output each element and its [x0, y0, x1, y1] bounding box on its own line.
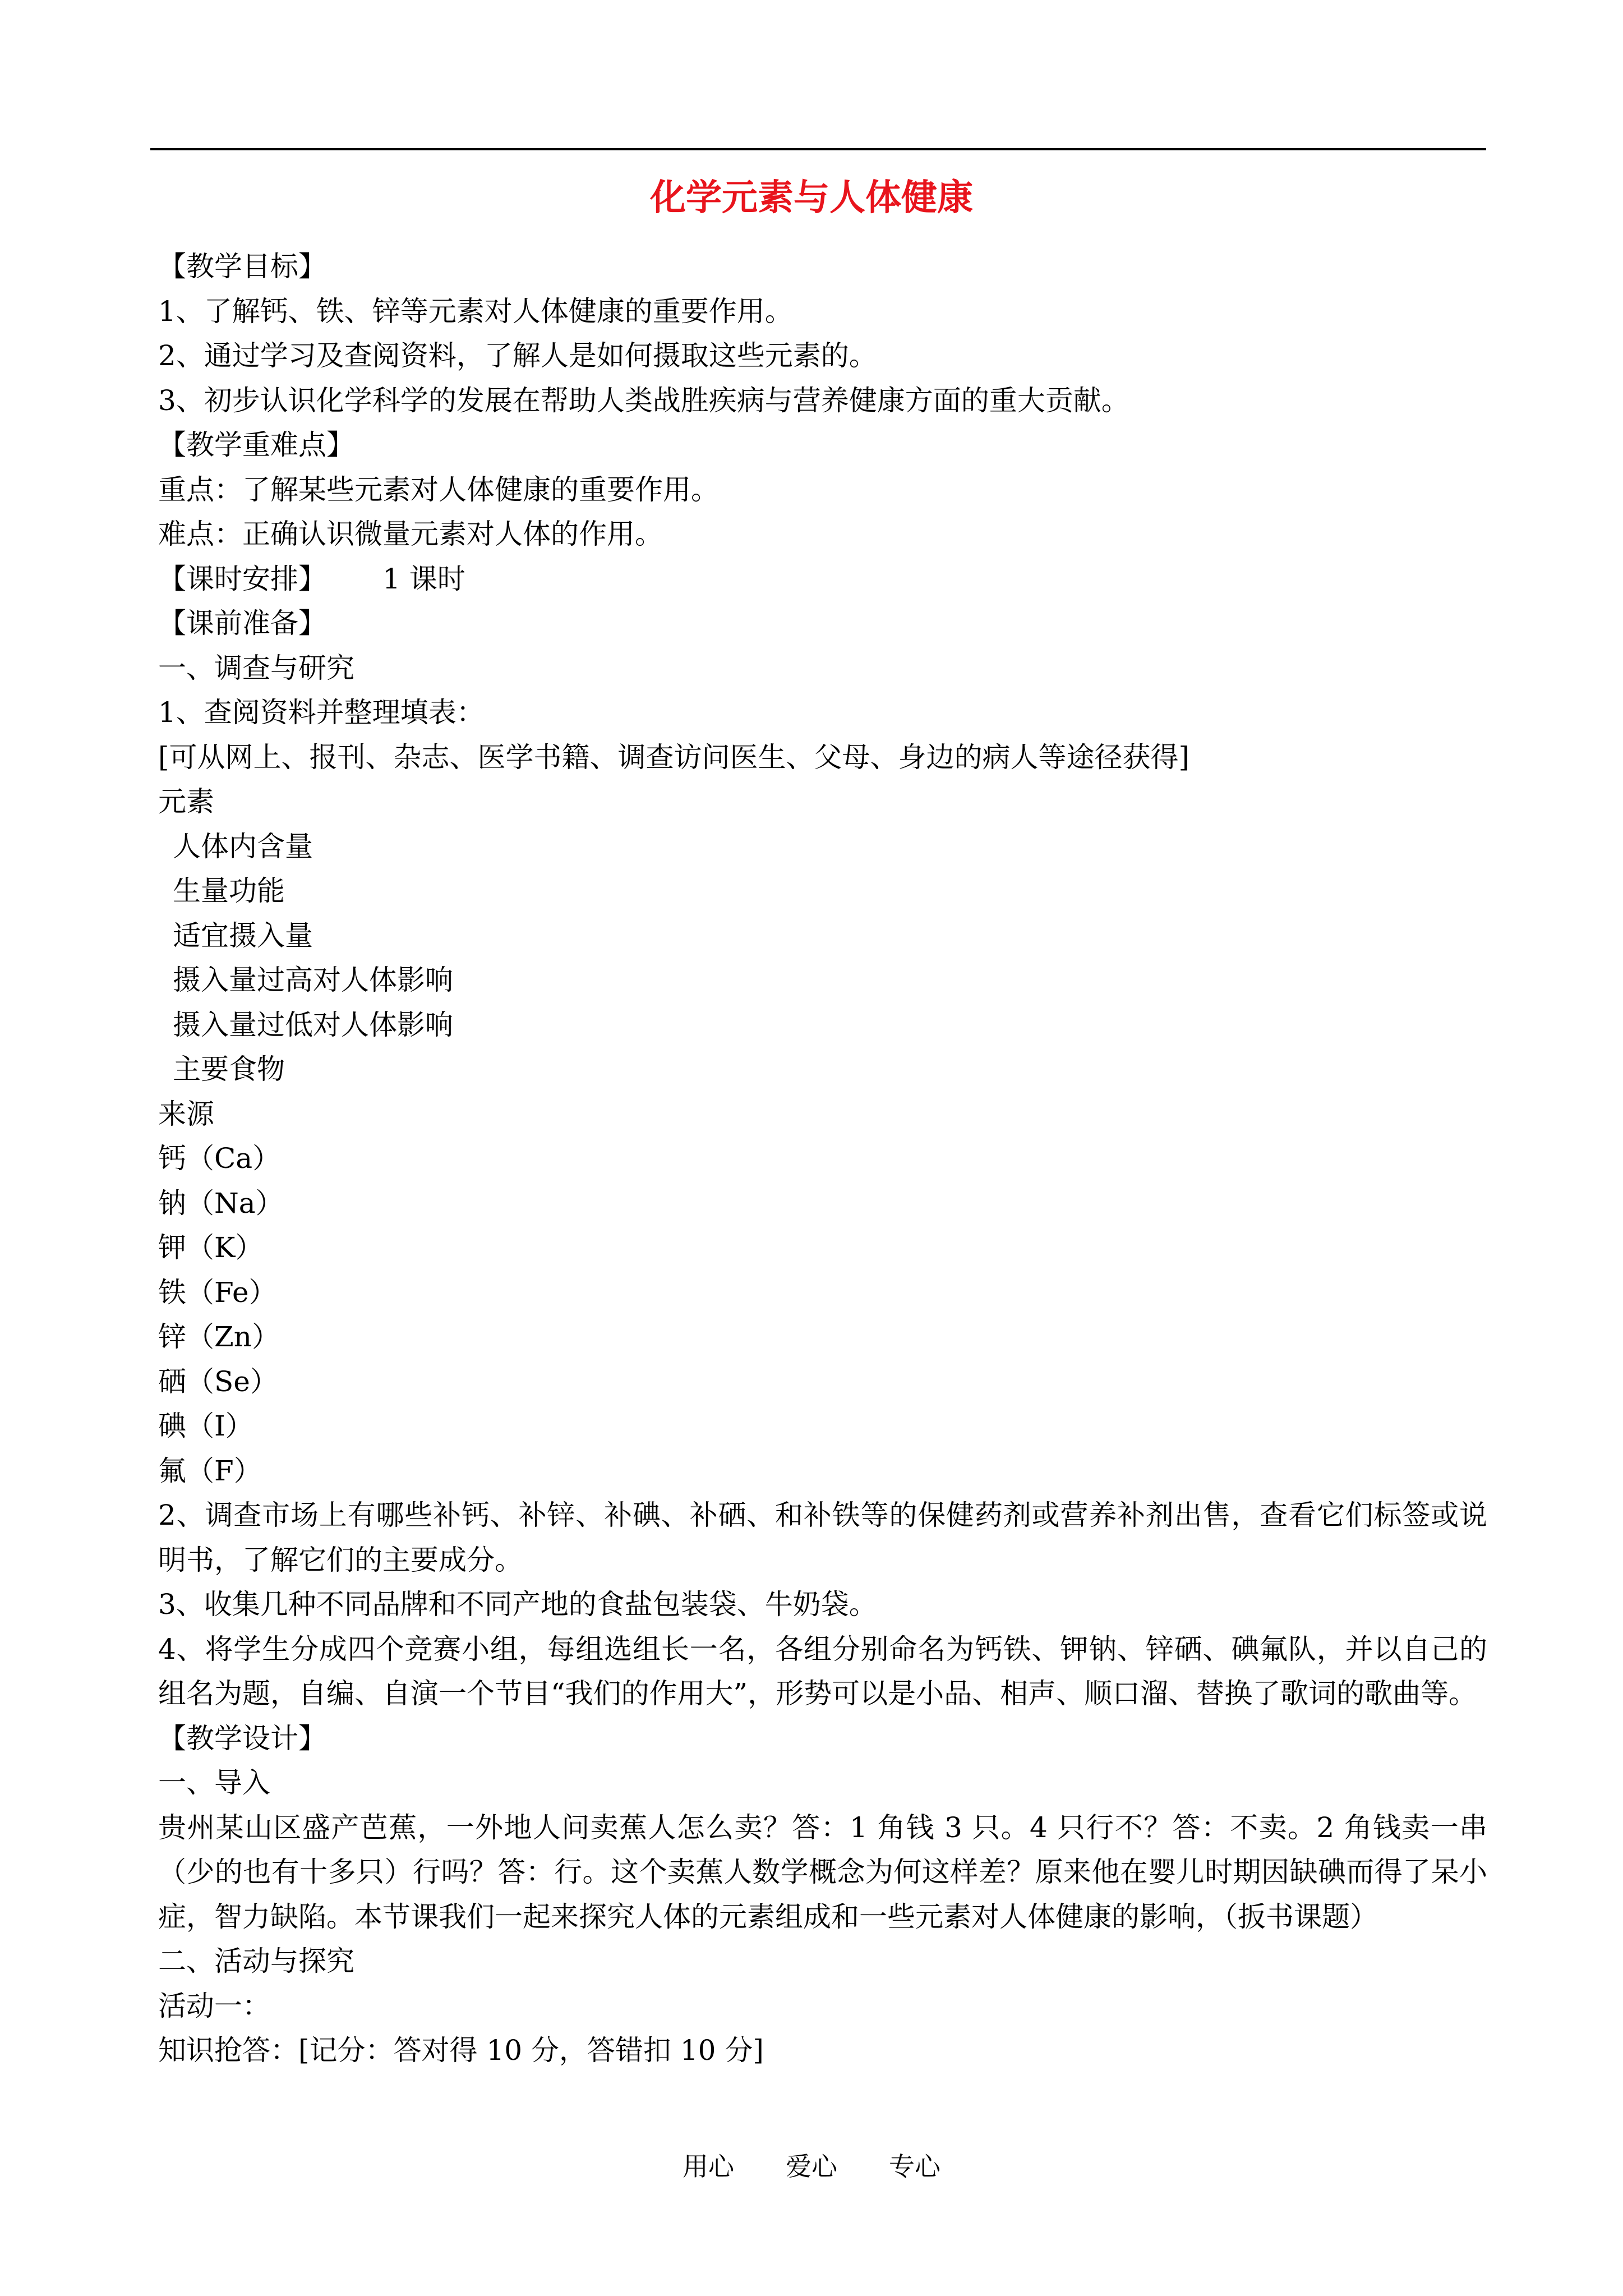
key-point-focus: 重点：了解某些元素对人体健康的重要作用。 [158, 473, 719, 506]
element-sodium: 钠（Na） [158, 1186, 284, 1220]
header-rule [150, 148, 1486, 150]
document-body [158, 245, 1487, 2073]
objective-item-3: 3、初步认识化学科学的发展在帮助人类战胜疾病与营养健康方面的重大贡献。 [158, 384, 1129, 417]
table-header-element: 元素 [158, 785, 214, 818]
design-quiz: 知识抢答：[记分：答对得 10 分，答错扣 10 分] [158, 2034, 764, 2067]
design-section-2: 二、活动与探究 [158, 1945, 354, 1977]
table-header-function: 生量功能 [173, 875, 285, 907]
preparation-section-1: 一、调查与研究 [158, 651, 354, 684]
schedule-heading: 【课时安排】 [158, 562, 326, 595]
preparation-item-1: 1、查阅资料并整理填表： [158, 696, 485, 729]
preparation-item-3: 3、收集几种不同品牌和不同产地的食盐包装袋、牛奶袋。 [158, 1588, 877, 1621]
element-iron: 铁（Fe） [158, 1276, 277, 1309]
schedule-line [158, 557, 1487, 602]
schedule-value: 1 课时 [382, 562, 465, 595]
element-iodine: 碘（I） [158, 1410, 253, 1442]
table-header-deficiency: 摄入量过低对人体影响 [173, 1008, 453, 1041]
document-title: 化学元素与人体健康 [650, 177, 973, 219]
element-potassium: 钾（K） [158, 1231, 264, 1264]
table-header-foods: 主要食物 [173, 1053, 285, 1085]
objective-item-1: 1、了解钙、铁、锌等元素对人体健康的重要作用。 [158, 295, 793, 328]
preparation-item-4: 4、将学生分成四个竞赛小组，每组选组长一名，各组分别命名为钙铁、钾钠、锌硒、碘氟队，并以自己的组名为题，自编、自演一个节目“我们的作用大”，形势可以是小品、相声、顺口溜、替换了歌词的歌曲等。 [158, 1632, 1487, 1710]
preparation-heading: 【课前准备】 [158, 607, 326, 639]
key-point-difficulty: 难点：正确认识微量元素对人体的作用。 [158, 518, 663, 550]
design-heading: 【教学设计】 [158, 1722, 326, 1755]
element-zinc: 锌（Zn） [158, 1320, 280, 1353]
key-points-heading: 【教学重难点】 [158, 429, 354, 461]
objective-item-2: 2、通过学习及查阅资料，了解人是如何摄取这些元素的。 [158, 339, 877, 372]
preparation-item-2: 2、调查市场上有哪些补钙、补锌、补碘、补硒、和补铁等的保健药剂或营养补剂出售，查看它们标签或说明书，了解它们的主要成分。 [158, 1499, 1487, 1576]
sources-note: [可从网上、报刊、杂志、医学书籍、调查访问医生、父母、身边的病人等途径获得] [158, 740, 1190, 774]
design-activity-1: 活动一： [158, 1989, 270, 2022]
element-selenium: 硒（Se） [158, 1365, 278, 1398]
table-header-intake: 适宜摄入量 [173, 919, 313, 952]
table-header-source: 来源 [158, 1097, 214, 1130]
page-footer: 用心 爱心 专心 [683, 2151, 940, 2182]
table-header-excess: 摄入量过高对人体影响 [173, 964, 453, 996]
element-fluorine: 氟（F） [158, 1454, 262, 1487]
design-section-1: 一、导入 [158, 1766, 270, 1799]
table-header-content: 人体内含量 [173, 830, 313, 863]
design-intro: 贵州某山区盛产芭蕉，一外地人问卖蕉人怎么卖？答：1 角钱 3 只。4 只行不？答：不卖。2 角钱卖一串（少的也有十多只）行吗？答：行。这个卖蕉人数学概念为何这样差？原来他在婴儿时期因缺碘而得了呆小症，智力缺陷。本节课我们一起来探究人体的元素组成和一些元素对人体健康的影响，（扳书课题） [158, 1811, 1487, 1933]
objectives-heading: 【教学目标】 [158, 250, 326, 283]
element-calcium: 钙（Ca） [158, 1142, 281, 1175]
